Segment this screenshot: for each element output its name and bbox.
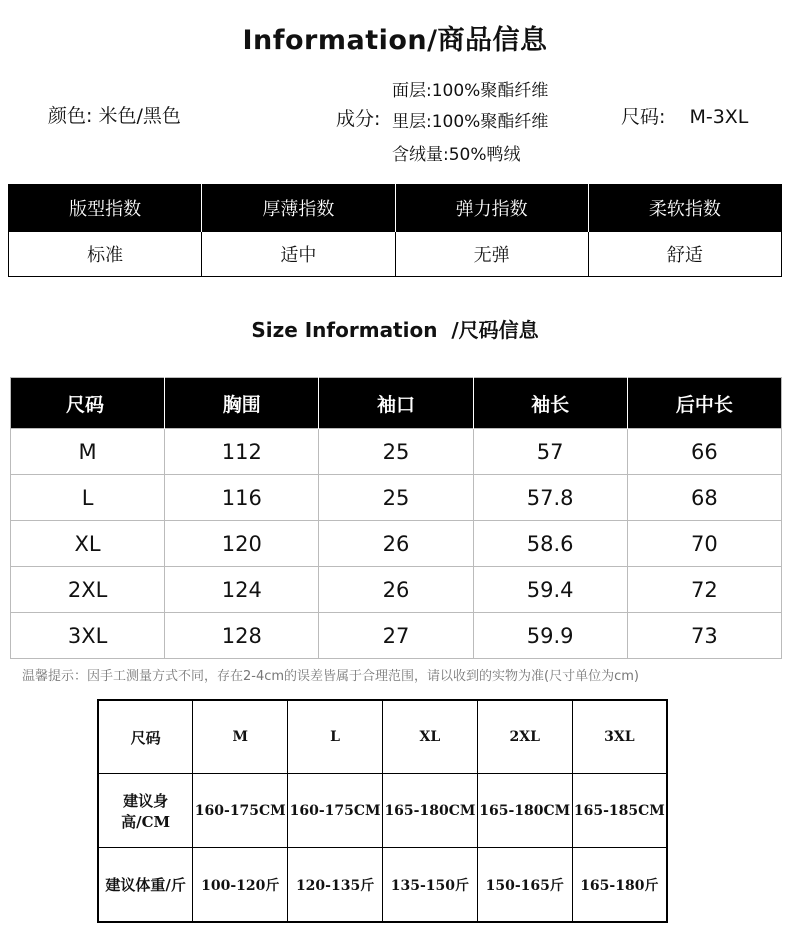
recommendation-table	[97, 699, 668, 923]
index-value-fit: 标准	[9, 232, 202, 277]
sleeve-cell: 59.9	[473, 613, 627, 659]
cuff-cell: 26	[319, 521, 473, 567]
size-header-chest: 胸围	[165, 378, 319, 429]
rec-cell: 150-165斤	[477, 848, 572, 923]
chest-cell: 116	[165, 475, 319, 521]
rec-cell: 2XL	[477, 700, 572, 774]
composition-line-inner: 里层:100%聚酯纤维	[392, 112, 549, 132]
size-header-sleeve: 袖长	[473, 378, 627, 429]
size-cell: XL	[11, 521, 165, 567]
rec-cell: XL	[382, 700, 477, 774]
sleeve-cell: 57	[473, 429, 627, 475]
rec-cell: 120-135斤	[288, 848, 383, 923]
size-range-info	[621, 102, 748, 129]
rec-cell: 160-175CM	[193, 774, 288, 848]
size-cell: L	[11, 475, 165, 521]
rec-cell: M	[193, 700, 288, 774]
index-value-elasticity: 无弹	[395, 232, 588, 277]
size-table	[10, 377, 782, 659]
length-cell: 72	[627, 567, 781, 613]
sleeve-cell: 58.6	[473, 521, 627, 567]
rec-cell: 165-180CM	[382, 774, 477, 848]
rec-cell: 135-150斤	[382, 848, 477, 923]
rec-label-cell: 尺码	[98, 700, 193, 774]
index-value-row	[9, 232, 782, 277]
composition-label: 成分:	[336, 108, 381, 130]
table-row	[11, 521, 782, 567]
index-header-fit: 版型指数	[9, 185, 202, 232]
table-row	[98, 700, 667, 774]
size-cell: 3XL	[11, 613, 165, 659]
index-value-softness: 舒适	[588, 232, 781, 277]
cuff-cell: 25	[319, 429, 473, 475]
size-cell: 2XL	[11, 567, 165, 613]
rec-label-cell: 建议体重/斤	[98, 848, 193, 923]
length-cell: 68	[627, 475, 781, 521]
index-value-thickness: 适中	[202, 232, 395, 277]
size-cell: M	[11, 429, 165, 475]
size-header-length: 后中长	[627, 378, 781, 429]
rec-cell: 165-180CM	[477, 774, 572, 848]
length-cell: 66	[627, 429, 781, 475]
index-header-elasticity: 弹力指数	[395, 185, 588, 232]
chest-cell: 124	[165, 567, 319, 613]
sleeve-cell: 59.4	[473, 567, 627, 613]
fabric-index-table	[8, 184, 782, 277]
rec-cell: 165-185CM	[572, 774, 667, 848]
size-range-label: 尺码:	[621, 106, 666, 128]
table-row	[11, 475, 782, 521]
rec-cell: 3XL	[572, 700, 667, 774]
size-header-row	[11, 378, 782, 429]
rec-label-cell: 建议身高/CM	[98, 774, 193, 848]
table-row	[11, 613, 782, 659]
cuff-cell: 25	[319, 475, 473, 521]
size-header-size: 尺码	[11, 378, 165, 429]
index-header-softness: 柔软指数	[588, 185, 781, 232]
rec-cell: 100-120斤	[193, 848, 288, 923]
rec-cell: 160-175CM	[288, 774, 383, 848]
table-row	[98, 774, 667, 848]
table-row	[11, 567, 782, 613]
size-range-value: M-3XL	[689, 106, 749, 128]
sleeve-cell: 57.8	[473, 475, 627, 521]
chest-cell: 112	[165, 429, 319, 475]
index-header-thickness: 厚薄指数	[202, 185, 395, 232]
table-row	[98, 848, 667, 923]
index-header-row	[9, 185, 782, 232]
cuff-cell: 27	[319, 613, 473, 659]
length-cell: 70	[627, 521, 781, 567]
color-value: 米色/黑色	[98, 105, 181, 127]
composition-line-outer: 面层:100%聚酯纤维	[392, 81, 549, 101]
cuff-cell: 26	[319, 567, 473, 613]
measurement-note: 温馨提示：因手工测量方式不同，存在2-4cm的误差皆属于合理范围，请以收到的实物为准(尺寸单位为cm)	[22, 669, 639, 684]
size-section-title: Size Information /尺码信息	[251, 318, 539, 342]
rec-cell: 165-180斤	[572, 848, 667, 923]
color-label: 颜色:	[48, 105, 93, 127]
chest-cell: 120	[165, 521, 319, 567]
chest-cell: 128	[165, 613, 319, 659]
table-row	[11, 429, 782, 475]
size-header-cuff: 袖口	[319, 378, 473, 429]
length-cell: 73	[627, 613, 781, 659]
page-title: Information/商品信息	[242, 25, 548, 56]
color-info	[48, 101, 181, 128]
composition-line-down: 含绒量:50%鸭绒	[392, 145, 521, 165]
rec-cell: L	[288, 700, 383, 774]
